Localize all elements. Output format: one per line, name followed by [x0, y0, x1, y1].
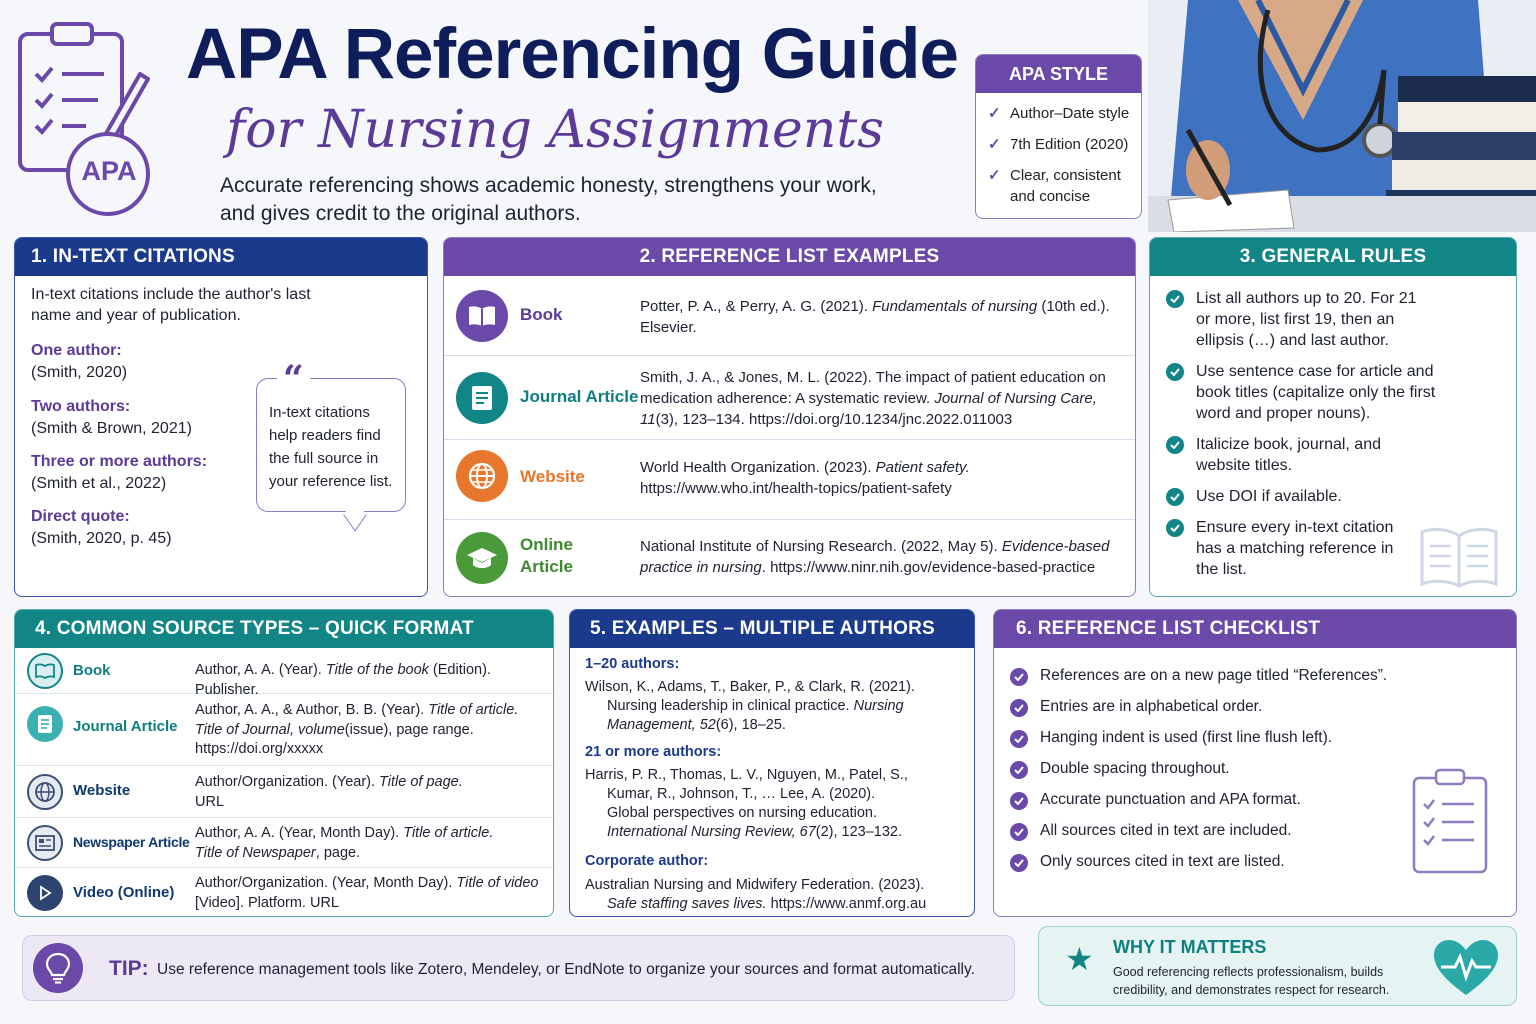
source-type-label: Journal Article: [73, 718, 178, 735]
multiple-authors-heading: 5. EXAMPLES – MULTIPLE AUTHORS: [570, 610, 974, 648]
page-subtitle: for Nursing Assignments: [226, 100, 884, 160]
direct-quote-label: Direct quote:: [31, 508, 130, 525]
group-label-corporate: Corporate author:: [585, 853, 709, 869]
in-text-citations-card: [14, 237, 428, 597]
two-authors-label: Two authors:: [31, 398, 131, 415]
open-book-watermark-icon: [1418, 526, 1500, 590]
apa-style-item: ✓ Clear, consistent and concise: [988, 167, 1121, 205]
apa-style-heading: APA STYLE: [976, 55, 1141, 93]
globe-icon: [27, 774, 63, 810]
tip-banner: [22, 935, 1015, 1001]
reference-text: Smith, J. A., & Jones, M. L. (2022). The impact of patient education on medication adherence: A systematic review. Journal of Nursing Care, 11(3), 123–134. https://doi.org/10.1234/jnc.2022.011003: [640, 369, 1106, 428]
reference-text: National Institute of Nursing Research. (2022, May 5). Evidence-based practice in nursing. https://www.ninr.nih.gov/evidence-based-practice: [640, 538, 1110, 576]
lightbulb-icon: [33, 943, 83, 993]
example-corporate-author: Australian Nursing and Midwifery Federation. (2023). Safe staffing saves lives. https://www.anmf.org.au: [585, 877, 927, 912]
apa-style-box: [975, 54, 1142, 219]
checklist-heading: 6. REFERENCE LIST CHECKLIST: [994, 610, 1516, 648]
rule-item: List all authors up to 20. For 21 or more, list first 19, then an ellipsis (…) and last author.: [1166, 288, 1421, 351]
multiple-authors-card: [569, 609, 975, 917]
header-intro-line1: Accurate referencing shows academic honesty, strengthens your work,: [220, 174, 877, 197]
reference-row-journal: [444, 356, 1135, 440]
checklist-item: References are on a new page titled “References”.: [1010, 660, 1387, 691]
source-type-label: Newspaper Article: [73, 834, 190, 850]
rule-item: Use sentence case for article and book titles (capitalize only the first word and proper nouns).: [1166, 361, 1446, 424]
source-format: Author/Organization. (Year, Month Day). Title of video [Video]. Platform. URL: [195, 875, 539, 911]
source-type-label: Website: [73, 782, 131, 799]
check-circle-icon: [1010, 730, 1028, 748]
checklist-item: All sources cited in text are included.: [1010, 815, 1387, 846]
example-21-plus-authors: Harris, P. R., Thomas, L. V., Nguyen, M., Patel, S., Kumar, R., Johnson, T., … Lee, A. (2020). Global perspectives on nursing education. International Nursing Review, 67(2), 123–132.: [585, 767, 908, 840]
reference-type-label: Online Article: [520, 535, 573, 576]
source-format: Author/Organization. (Year). Title of page. URL: [195, 774, 463, 810]
source-format: Author, A. A. (Year, Month Day). Title of article. Title of Newspaper, page.: [195, 825, 494, 861]
check-circle-icon: [1166, 488, 1184, 506]
why-it-matters-box: [1038, 926, 1517, 1006]
rule-item: Use DOI if available.: [1166, 486, 1421, 507]
speech-bubble: [256, 358, 406, 512]
rule-item: Ensure every in-text citation has a matching reference in the list.: [1166, 517, 1406, 580]
source-row-book: [15, 648, 553, 698]
source-type-label: Book: [73, 662, 111, 679]
two-authors-value: (Smith & Brown, 2021): [31, 420, 192, 437]
graduation-cap-icon: [456, 532, 508, 584]
speech-bubble-tail: [343, 498, 366, 531]
check-circle-icon: [1010, 792, 1028, 810]
speech-bubble-text: In-text citations help readers find the full source in your reference list.: [269, 404, 393, 490]
check-circle-icon: [1010, 761, 1028, 779]
in-text-intro: In-text citations include the author's last name and year of publication.: [31, 286, 311, 324]
check-circle-icon: [1010, 668, 1028, 686]
source-types-heading: 4. COMMON SOURCE TYPES – QUICK FORMAT: [15, 610, 553, 648]
book-icon: [27, 653, 63, 689]
logo-apa-text: APA: [81, 156, 137, 186]
check-icon: ✓: [988, 105, 1001, 122]
general-rules-heading: 3. GENERAL RULES: [1150, 238, 1516, 276]
checklist-item: Accurate punctuation and APA format.: [1010, 784, 1387, 815]
group-label-21-plus: 21 or more authors:: [585, 744, 722, 760]
nurse-writing-illustration: [1148, 0, 1536, 232]
checklist-item: Only sources cited in text are listed.: [1010, 846, 1387, 877]
rule-item: Italicize book, journal, and website titles.: [1166, 434, 1421, 476]
source-format: Author, A. A., & Author, B. B. (Year). Title of article. Title of Journal, volume(issue), page range. https://doi.org/xxxxx: [195, 702, 519, 757]
reference-checklist-card: [993, 609, 1517, 917]
reference-row-book: [444, 276, 1135, 356]
reference-text: World Health Organization. (2023). Patient safety. https://www.who.int/health-topics/patient-safety: [640, 459, 970, 497]
check-circle-icon: [1166, 519, 1184, 537]
check-circle-icon: [1010, 699, 1028, 717]
checklist-item: Hanging indent is used (first line flush left).: [1010, 722, 1387, 753]
check-icon: ✓: [988, 167, 1001, 184]
document-icon: [456, 372, 508, 424]
source-row-website: [15, 766, 553, 818]
source-row-newspaper: [15, 818, 553, 868]
newspaper-icon: [27, 825, 63, 861]
why-text: Good referencing reflects professionalism, builds credibility, and demonstrates respect for research.: [1113, 965, 1390, 997]
check-circle-icon: [1166, 436, 1184, 454]
check-circle-icon: [1010, 823, 1028, 841]
one-author-label: One author:: [31, 342, 122, 359]
check-icon: ✓: [988, 136, 1001, 153]
reference-text: Potter, P. A., & Perry, A. G. (2021). Fundamentals of nursing (10th ed.). Elsevier.: [640, 298, 1110, 336]
three-authors-value: (Smith et al., 2022): [31, 475, 167, 492]
source-format: Author, A. A. (Year). Title of the book (Edition). Publisher.: [195, 662, 491, 698]
source-row-journal: [15, 694, 553, 766]
tip-text: Use reference management tools like Zotero, Mendeley, or EndNote to organize your sources and format automatically.: [157, 961, 975, 978]
clipboard-checklist-icon: [1410, 766, 1490, 876]
quote-mark-icon: “: [277, 361, 310, 397]
reference-list-heading: 2. REFERENCE LIST EXAMPLES: [444, 238, 1135, 276]
star-icon: ★: [1065, 941, 1094, 977]
source-row-video: [15, 868, 553, 917]
one-author-value: (Smith, 2020): [31, 364, 128, 381]
tip-label: TIP:: [109, 957, 149, 980]
checklist-item: Entries are in alphabetical order.: [1010, 691, 1387, 722]
example-1-20-authors: Wilson, K., Adams, T., Baker, P., & Clark, R. (2021). Nursing leadership in clinical practice. Nursing Management, 52(6), 18–25.: [585, 679, 915, 733]
clipboard-logo-icon: [14, 16, 154, 216]
source-types-card: [14, 609, 554, 917]
header-intro-line2: and gives credit to the original authors.: [220, 202, 581, 225]
document-icon: [27, 706, 63, 742]
reference-type-label: Website: [520, 467, 585, 486]
why-heading: WHY IT MATTERS: [1113, 937, 1267, 957]
reference-type-label: Book: [520, 305, 563, 324]
open-book-icon: [456, 290, 508, 342]
apa-style-item: ✓ 7th Edition (2020): [988, 136, 1129, 153]
page-title: APA Referencing Guide: [186, 15, 958, 94]
check-circle-icon: [1166, 363, 1184, 381]
heart-pulse-icon: [1431, 937, 1501, 999]
direct-quote-value: (Smith, 2020, p. 45): [31, 530, 172, 547]
header-intro: [220, 172, 920, 228]
source-type-label: Video (Online): [73, 884, 175, 901]
reference-type-label: Journal Article: [520, 387, 639, 406]
reference-row-website: [444, 440, 1135, 520]
checklist-item: Double spacing throughout.: [1010, 753, 1387, 784]
apa-style-item: ✓ Author–Date style: [988, 105, 1130, 122]
reference-row-online-article: [444, 520, 1135, 597]
general-rules-card: [1149, 237, 1517, 597]
three-authors-label: Three or more authors:: [31, 453, 208, 470]
check-circle-icon: [1166, 290, 1184, 308]
reference-list-card: [443, 237, 1136, 597]
group-label-1-20: 1–20 authors:: [585, 656, 680, 672]
check-circle-icon: [1010, 854, 1028, 872]
play-icon: [27, 875, 63, 911]
in-text-heading: 1. IN-TEXT CITATIONS: [15, 238, 427, 276]
globe-icon: [456, 450, 508, 502]
